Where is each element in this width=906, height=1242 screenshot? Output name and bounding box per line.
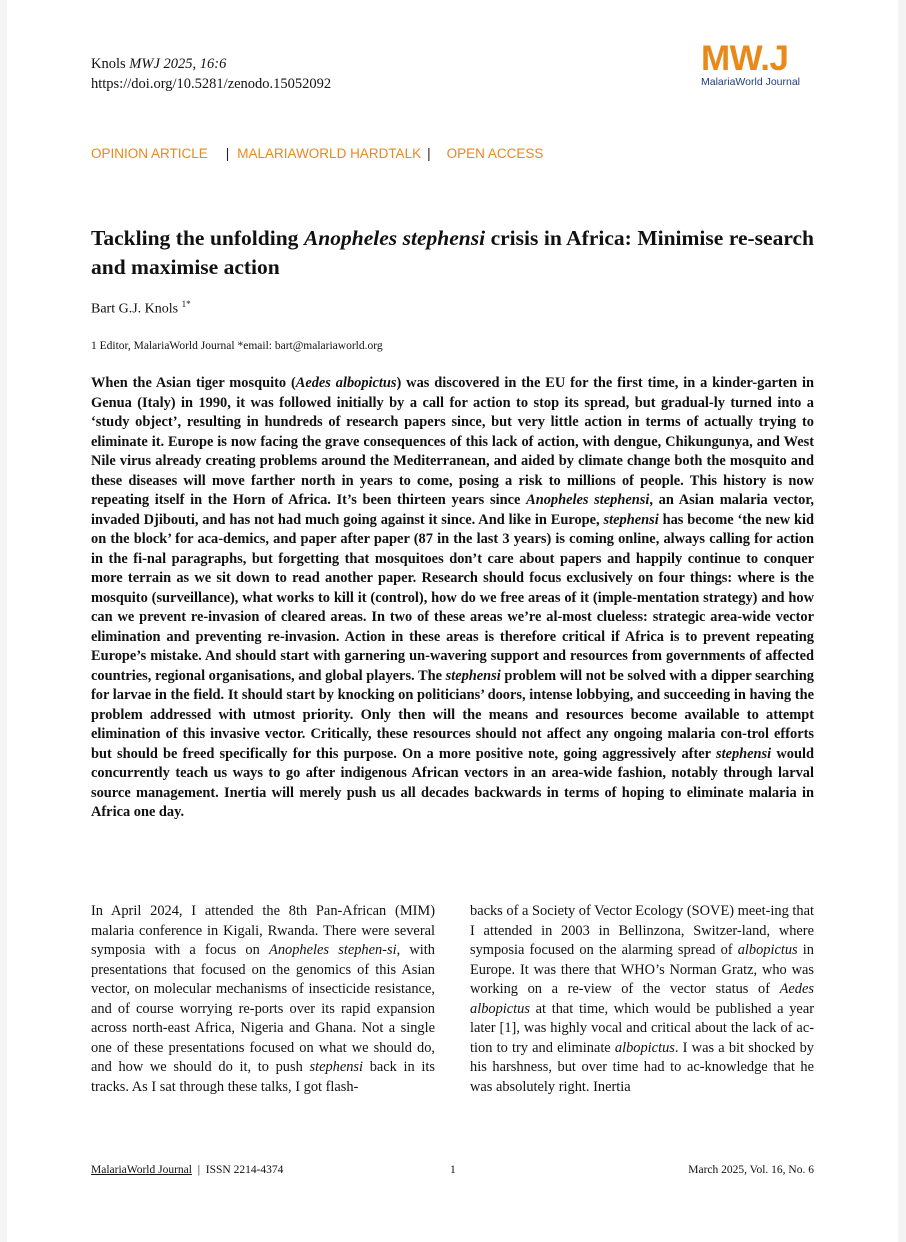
article-tags (91, 146, 543, 161)
text-run: When the Asian tiger mosquito ( (91, 375, 296, 391)
journal-ref: MWJ 2025, 16:6 (129, 56, 227, 72)
footer-journal-issn: MalariaWorld Journal | ISSN 2214-4374 (91, 1164, 284, 1176)
text-run: . I was a bit shocked by his harshness, but over time had to ac-knowledge that he was absolutely right. Inertia (470, 1039, 814, 1095)
italic-term: Anopheles stephen-si (269, 942, 397, 958)
author-line (91, 299, 191, 318)
article-title (91, 224, 814, 282)
text-run: at that time, which would be published a year later [1], was highly vocal and critical about the lack of ac-tion to try and eliminate (470, 1000, 814, 1056)
italic-term: stephensi (603, 511, 659, 528)
page-number: 1 (450, 1164, 456, 1176)
journal-logo (701, 39, 815, 92)
author-affiliation-marker: 1* (181, 299, 191, 309)
text-run: would concurrently teach us ways to go after indigenous African vectors in an area-wide fashion, notably through larval source management. Inertia will merely push us all decades backwards in terms of hoping to eliminate malaria in Africa one day. (91, 745, 814, 820)
italic-term: albopictus (614, 1039, 675, 1056)
footer-issue: March 2025, Vol. 16, No. 6 (688, 1164, 814, 1176)
citation-line (91, 54, 331, 74)
italic-term: Aedes albopictus (470, 981, 814, 1017)
footer-journal-link[interactable]: MalariaWorld Journal (91, 1164, 192, 1176)
logo-mark: MW.J (701, 39, 789, 78)
text-run: back in its tracks. As I sat through these talks, I got flash- (91, 1059, 436, 1095)
title-species: Anopheles stephensi (303, 226, 486, 250)
tag-malariaworld-hardtalk: MALARIAWORLD HARDTALK (237, 146, 422, 161)
author-name: Bart G.J. Knols (91, 301, 182, 317)
italic-term: stephensi (445, 667, 501, 684)
tag-open-access: OPEN ACCESS (446, 146, 544, 161)
title-part: Tackling the unfolding (91, 226, 304, 250)
title-part: crisis in Africa: Minimise re-search and maximise action (91, 226, 814, 279)
page (7, 0, 898, 1242)
tag-separator: | (225, 146, 230, 161)
text-run: , with presentations that focused on the genomics of this Asian vector, on molecular mechanisms of insecticide resistance, and of course worrying re-ports over its rapid expansion across north-east Africa, Nigeria and Ghana. Not a single one of these presentations focused on what we should do, and how we should do it, to push (91, 942, 435, 1075)
text-run: backs of a Society of Vector Ecology (SOVE) meet-ing that I attended in 2003 in Bellinzona, Switzer-land, where symposia focused on the alarming spread of (470, 903, 814, 958)
tag-opinion-article: OPINION ARTICLE (91, 146, 208, 161)
body-column-right (470, 902, 814, 1097)
doi-link[interactable]: https://doi.org/10.5281/zenodo.15052092 (91, 76, 332, 92)
text-run: problem will not be solved with a dipper searching for larvae in the field. It should start by knocking on politicians’ doors, intense lobbying, and succeeding in having the problem addressed with utmost priority. Only then will the means and resources become available to attempt elimination of this invasive vector. Critically, these resources should not affect any ongoing malaria con-trol efforts but should be freed specifically for this purpose. On a more positive note, going aggressively after (91, 667, 814, 762)
tag-separator: | (427, 146, 431, 161)
italic-term: Anopheles stephensi (526, 492, 650, 508)
footer-issn: ISSN 2214-4374 (205, 1164, 284, 1176)
italic-term: Aedes albopictus (295, 375, 397, 391)
text-run: ) was discovered in the EU for the first time, in a kinder-garten in Genua (Italy) in 1990, it was followed initially by a call for action to stop its spread, but gradual-ly turned into a ‘study object’, resulting in hundreds of research papers since, but very little action in terms of actually trying to eliminate it. Europe is now facing the grave consequences of this lack of action, with dengue, Chikungunya, and West Nile virus already creating problems around the Mediterranean, and aided by climate change both the mosquito and these diseases will move farther north in years to come, posing a risk to millions of people. This history is now repeating itself in the Horn of Africa. It’s been thirteen years since (91, 375, 814, 508)
italic-term: stephensi (715, 745, 772, 762)
italic-term: albopictus (737, 942, 798, 958)
italic-term: stephensi (309, 1059, 364, 1075)
author-short: Knols (91, 56, 126, 72)
citation-header (91, 54, 331, 94)
logo-subtitle: MalariaWorld Journal (701, 76, 801, 88)
affiliation: 1 Editor, MalariaWorld Journal *email: bart@malariaworld.org (91, 340, 383, 352)
text-run: has become ‘the new kid on the block’ for aca-demics, and paper after paper (87 in the last 3 years) is coming online, always calling for action in the fi-nal paragraphs, but forgetting that mosquitoes don’t care about papers and happily continue to conquer more terrain as we sit down to read another paper. Research should focus exclusively on four things: where is the mosquito (surveillance), what works to kill it (control), how do we free areas of it (imple-mentation strategy) and how can we prevent re-invasion of cleared areas. In two of these areas we’re al-most clueless: strategic area-wide vector elimination and preventing re-invasion. Action in these areas is therefore critical if Africa is to prevent repeating Europe’s mistake. And should start with garnering un-wavering support and resources from governments of affected countries, regional organisations, and global players. The (91, 511, 814, 684)
body-column-left (91, 902, 435, 1097)
text-run: In April 2024, I attended the 8th Pan-African (MIM) malaria conference in Kigali, Rwanda. There were several symposia with a focus on (91, 903, 435, 958)
text-run: , an Asian malaria vector, invaded Djibouti, and has not had much going against it since. And like in Europe, (91, 492, 814, 528)
abstract (91, 374, 814, 823)
text-run: in Europe. It was there that WHO’s Norman Gratz, who was working on a re-view of the vector status of (470, 942, 814, 997)
